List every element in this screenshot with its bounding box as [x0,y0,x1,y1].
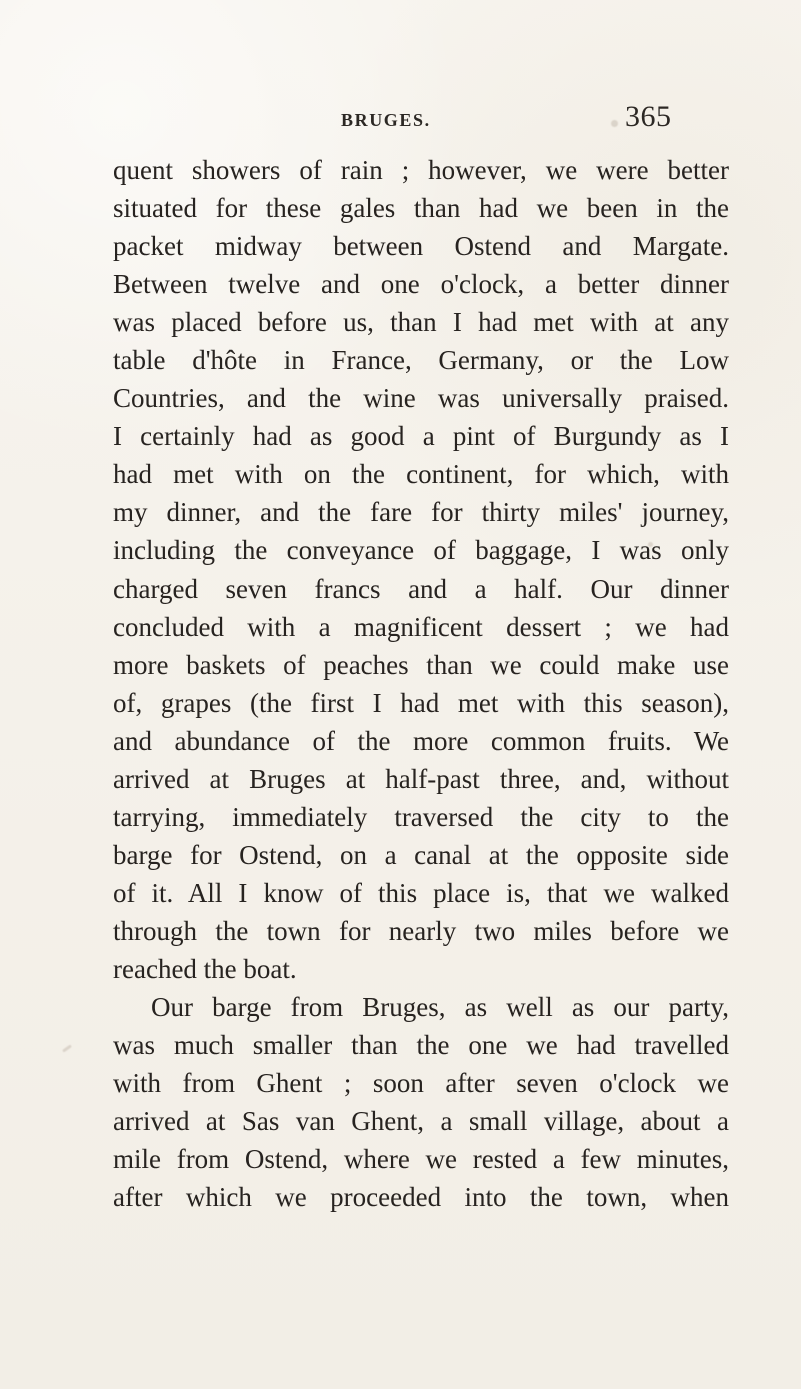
text-line: more baskets of peaches than we could make use [113,649,729,680]
text-line: I certainly had as good a pint of Burgundy as I [113,421,729,452]
text-line: including the conveyance of baggage, I was only [113,535,729,566]
text-line: charged seven francs and a half. Our dinner [113,573,729,604]
text-line: quent showers of rain ; however, we were better [113,155,729,185]
text-line: with from Ghent ; soon after seven o'clock we [113,1068,729,1099]
text-line: was much smaller than the one we had travelled [113,1030,729,1061]
text-line: table d'hôte in France, Germany, or the Low [113,345,729,376]
text-line: through the town for nearly two miles before we [113,915,729,946]
text-line: situated for these gales than had we been in the [113,193,729,224]
text-line: was placed before us, than I had met with at any [113,307,729,338]
text-line: Countries, and the wine was universally praised. [113,383,729,414]
paragraph-end-line: reached the boat. [113,953,297,984]
text-line: after which we proceeded into the town, when [113,1182,729,1213]
body-text [113,151,729,1216]
running-head-title: BRUGES. [341,110,431,130]
text-line: arrived at Bruges at half-past three, and, without [113,763,729,794]
text-line: of it. All I know of this place is, that we walked [113,877,729,908]
text-line: mile from Ostend, where we rested a few minutes, [113,1144,729,1175]
text-line: Between twelve and one o'clock, a better dinner [113,269,729,300]
running-head [0,100,801,134]
text-line: barge for Ostend, on a canal at the opposite side [113,839,729,870]
text-line: packet midway between Ostend and Margate. [113,231,729,262]
text-line: arrived at Sas van Ghent, a small village, about a [113,1106,729,1137]
paper-speck [62,1044,72,1052]
text-line: of, grapes (the first I had met with this season), [113,687,729,718]
text-line: had met with on the continent, for which, with [113,459,729,490]
paragraph-start-line: Our barge from Bruges, as well as our party, [151,992,729,1023]
text-line: concluded with a magnificent dessert ; we had [113,611,729,642]
page-number: 365 [625,100,672,133]
text-line: my dinner, and the fare for thirty miles' journey, [113,497,729,528]
text-line: and abundance of the more common fruits. We [113,725,729,756]
text-line: tarrying, immediately traversed the city to the [113,801,729,832]
